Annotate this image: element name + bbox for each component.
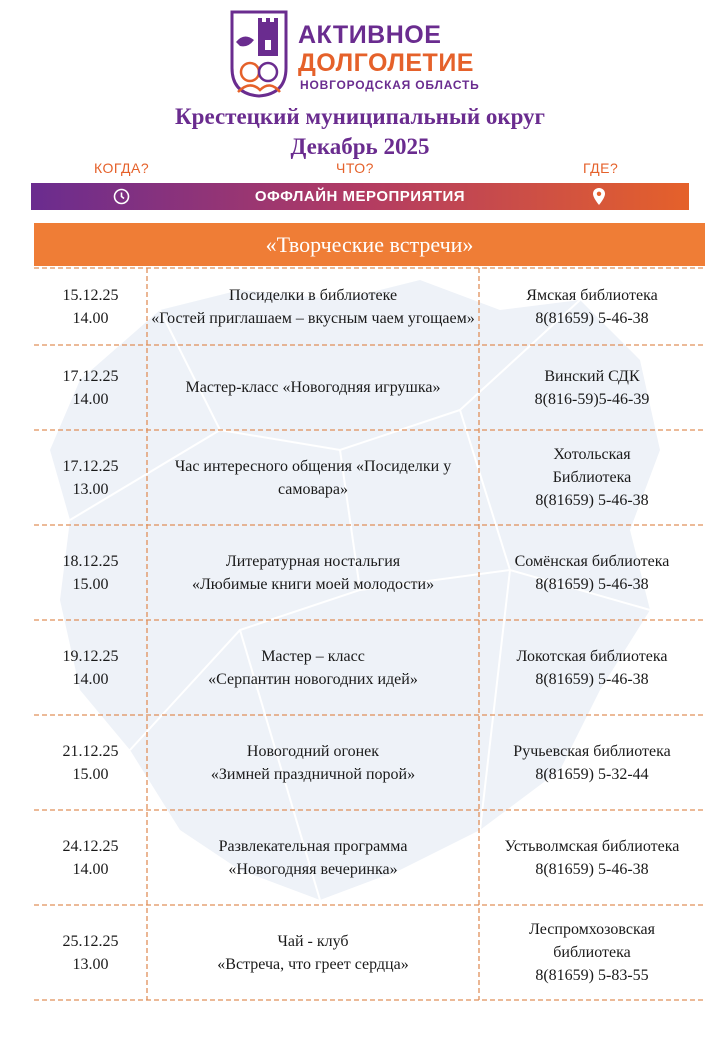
event-row bbox=[34, 620, 705, 715]
event-place: Сомёнская библиотека bbox=[514, 552, 670, 570]
event-where bbox=[479, 345, 705, 430]
event-title: Час интересного общения «Посиделки у самовара» bbox=[174, 457, 452, 498]
logo-emblem-icon bbox=[228, 10, 290, 98]
event-phone: 8(81659) 5-46-38 bbox=[535, 670, 649, 688]
event-place: Локотская библиотека bbox=[516, 647, 668, 665]
offline-events-banner bbox=[31, 183, 689, 210]
event-row bbox=[34, 810, 705, 905]
event-subtitle: «Новогодняя вечеринка» bbox=[228, 860, 398, 878]
event-when bbox=[34, 430, 147, 525]
event-title: Чай - клуб bbox=[277, 932, 349, 950]
page-title: Крестецкий муниципальный округ bbox=[174, 104, 546, 129]
column-header-what: ЧТО? bbox=[336, 160, 374, 176]
event-what bbox=[147, 810, 479, 905]
event-what bbox=[147, 715, 479, 810]
column-header-when: КОГДА? bbox=[94, 160, 150, 176]
event-when bbox=[34, 525, 147, 620]
event-place: Хотольская bbox=[553, 446, 631, 463]
event-where bbox=[479, 715, 705, 810]
event-place: Ямская библиотека bbox=[526, 286, 658, 304]
event-when bbox=[34, 810, 147, 905]
event-place: Винский СДК bbox=[544, 367, 640, 385]
event-where bbox=[479, 905, 705, 1000]
event-where bbox=[479, 268, 705, 345]
event-when bbox=[34, 268, 147, 345]
event-phone: 8(81659) 5-32-44 bbox=[535, 765, 649, 783]
event-phone: 8(816-59)5-46-39 bbox=[534, 390, 650, 408]
event-place-line2: библиотека bbox=[553, 944, 631, 961]
event-subtitle: «Зимней праздничной порой» bbox=[210, 765, 416, 783]
event-date: 17.12.25 bbox=[62, 457, 119, 475]
event-what bbox=[147, 268, 479, 345]
event-date: 19.12.25 bbox=[62, 647, 119, 665]
logo-text-longevity: ДОЛГОЛЕТИЕ bbox=[298, 49, 474, 77]
event-where bbox=[479, 810, 705, 905]
event-row bbox=[34, 268, 705, 345]
event-row bbox=[34, 715, 705, 810]
event-phone: 8(81659) 5-46-38 bbox=[535, 492, 649, 509]
page-subtitle-month: Декабрь 2025 bbox=[290, 134, 430, 159]
event-phone: 8(81659) 5-46-38 bbox=[535, 575, 649, 593]
event-phone: 8(81659) 5-46-38 bbox=[535, 309, 649, 327]
event-title: Новогодний огонек bbox=[246, 742, 380, 760]
event-subtitle: «Серпантин новогодних идей» bbox=[208, 670, 418, 688]
event-phone: 8(81659) 5-83-55 bbox=[535, 967, 649, 984]
event-time: 15.00 bbox=[72, 765, 109, 783]
event-place-line2: Библиотека bbox=[552, 469, 632, 486]
logo-text-active: АКТИВНОЕ bbox=[298, 21, 442, 49]
event-place: Леспромхозовская bbox=[529, 921, 655, 938]
event-date: 17.12.25 bbox=[62, 367, 119, 385]
event-date: 25.12.25 bbox=[62, 932, 119, 950]
event-title: Развлекательная программа bbox=[218, 837, 408, 855]
event-subtitle: «Гостей приглашаем – вкусным чаем угощаем» bbox=[151, 309, 475, 327]
location-pin-icon bbox=[592, 187, 606, 206]
event-time: 14.00 bbox=[72, 390, 109, 408]
event-date: 21.12.25 bbox=[62, 742, 119, 760]
event-date: 15.12.25 bbox=[62, 286, 119, 304]
event-date: 24.12.25 bbox=[62, 837, 119, 855]
event-place: Ручьевская библиотека bbox=[513, 742, 671, 760]
event-row bbox=[34, 345, 705, 430]
event-what bbox=[147, 905, 479, 1000]
event-row bbox=[34, 905, 705, 1000]
logo bbox=[228, 10, 498, 98]
event-when bbox=[34, 620, 147, 715]
event-place: Устьволмская библиотека bbox=[504, 837, 680, 855]
event-where bbox=[479, 430, 705, 525]
event-what bbox=[147, 525, 479, 620]
section-title: «Творческие встречи» bbox=[34, 223, 705, 266]
event-row bbox=[34, 430, 705, 525]
event-title: Мастер – класс bbox=[261, 647, 365, 665]
event-time: 13.00 bbox=[72, 955, 109, 973]
event-what bbox=[147, 620, 479, 715]
event-title: Посиделки в библиотеке bbox=[228, 286, 398, 304]
event-what bbox=[147, 430, 479, 525]
event-title: Мастер-класс «Новогодняя игрушка» bbox=[185, 379, 441, 396]
event-row bbox=[34, 525, 705, 620]
event-title: Литературная ностальгия bbox=[225, 552, 401, 570]
event-time: 14.00 bbox=[72, 860, 109, 878]
event-when bbox=[34, 715, 147, 810]
event-when bbox=[34, 905, 147, 1000]
event-subtitle: «Встреча, что греет сердца» bbox=[217, 955, 409, 973]
event-time: 15.00 bbox=[72, 575, 109, 593]
event-time: 14.00 bbox=[72, 670, 109, 688]
logo-text-region: НОВГОРОДСКАЯ ОБЛАСТЬ bbox=[300, 78, 480, 92]
event-when bbox=[34, 345, 147, 430]
event-what bbox=[147, 345, 479, 430]
event-where bbox=[479, 620, 705, 715]
banner-label: ОФФЛАЙН МЕРОПРИЯТИЯ bbox=[254, 188, 466, 205]
column-header-where: ГДЕ? bbox=[583, 160, 619, 176]
event-where bbox=[479, 525, 705, 620]
event-time: 14.00 bbox=[72, 309, 109, 327]
event-subtitle: «Любимые книги моей молодости» bbox=[191, 575, 435, 593]
event-date: 18.12.25 bbox=[62, 552, 119, 570]
event-phone: 8(81659) 5-46-38 bbox=[535, 860, 649, 878]
event-time: 13.00 bbox=[72, 480, 109, 498]
